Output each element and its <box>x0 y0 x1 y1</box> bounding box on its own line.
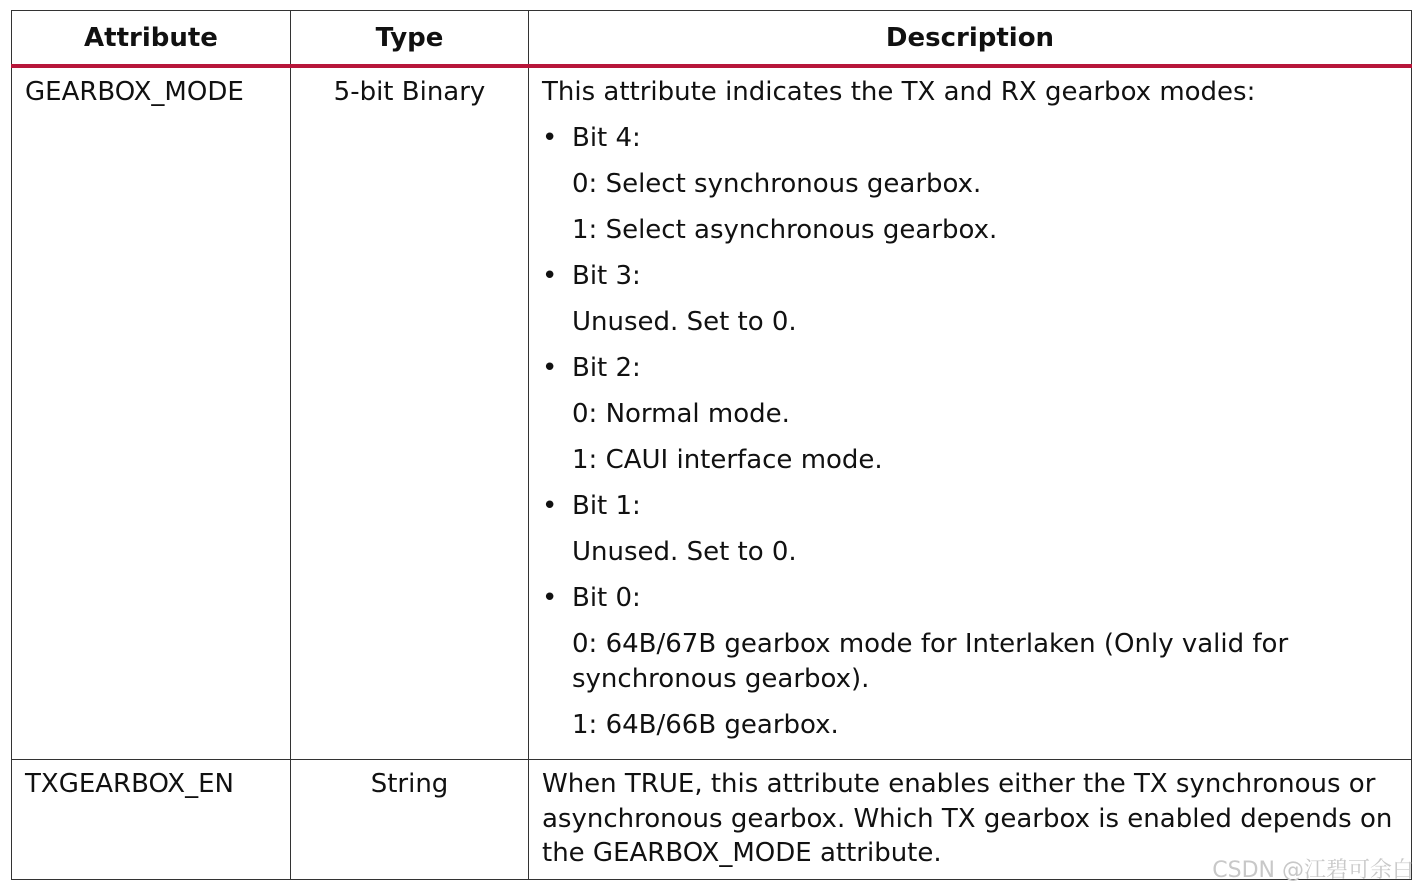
bit-4-item <box>542 121 1398 156</box>
bit-label: Bit 1: <box>572 491 641 521</box>
header-type: Type <box>291 11 529 67</box>
bit-label: Bit 3: <box>572 261 641 291</box>
bit-value-line: Unused. Set to 0. <box>572 537 797 567</box>
bit-2-item <box>542 351 1398 386</box>
bullet-icon: • <box>542 353 558 383</box>
bit-label: Bit 0: <box>572 583 641 613</box>
bullet-icon: • <box>542 583 558 613</box>
bit-value-line: 0: Select synchronous gearbox. <box>572 169 982 199</box>
bit-value-line: 1: 64B/66B gearbox. <box>572 710 839 740</box>
description-intro: This attribute indicates the TX and RX gearbox modes: <box>542 77 1256 107</box>
bit-3-item <box>542 259 1398 294</box>
bit-value-line: 0: Normal mode. <box>572 399 790 429</box>
bit-label: Bit 2: <box>572 353 641 383</box>
attribute-cell: GEARBOX_MODE <box>12 66 291 760</box>
header-description: Description <box>529 11 1412 67</box>
bit-1-item <box>542 489 1398 524</box>
attribute-cell: TXGEARBOX_EN <box>12 760 291 880</box>
bit-value-line: 1: Select asynchronous gearbox. <box>572 215 998 245</box>
description-cell: When TRUE, this attribute enables either the TX synchronous or asynchronous gearbox. Which TX gearbox is enabled depends on the GEARBOX_MODE attribute. <box>529 760 1412 880</box>
bit-value-line: 0: 64B/67B gearbox mode for Interlaken (Only valid for synchronous gearbox). <box>572 629 1289 694</box>
bit-label: Bit 4: <box>572 123 641 153</box>
bit-value-line: Unused. Set to 0. <box>572 307 797 337</box>
description-cell <box>529 66 1412 760</box>
type-cell: String <box>291 760 529 880</box>
attribute-table <box>11 10 1412 880</box>
watermark-text: CSDN @江碧可余白 <box>1212 858 1414 883</box>
bullet-icon: • <box>542 123 558 153</box>
attribute-table-container <box>11 10 1411 880</box>
bit-value-line: 1: CAUI interface mode. <box>572 445 883 475</box>
bullet-icon: • <box>542 261 558 291</box>
type-cell: 5-bit Binary <box>291 66 529 760</box>
header-attribute: Attribute <box>12 11 291 67</box>
table-header-row <box>12 11 1412 67</box>
table-row-gearbox-mode <box>12 66 1412 760</box>
table-row-txgearbox-en <box>12 760 1412 880</box>
bullet-icon: • <box>542 491 558 521</box>
bit-0-item <box>542 581 1398 616</box>
